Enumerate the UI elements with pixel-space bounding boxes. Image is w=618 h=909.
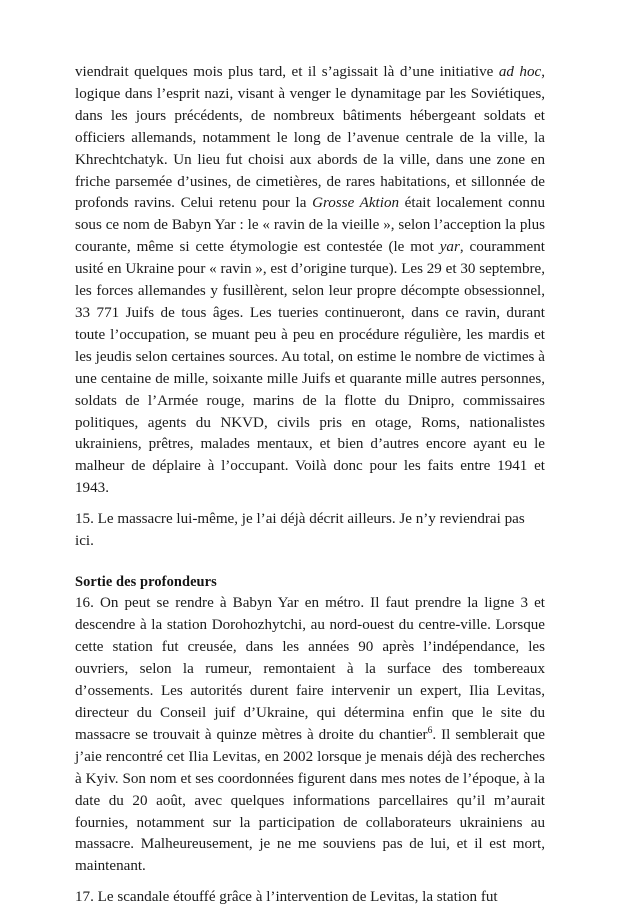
paragraph (75, 593, 545, 878)
text-run: 15. Le massacre lui-même, je l’ai déjà décrit ailleurs. Je n’y reviendrai pas ici. (75, 510, 525, 549)
text-run: était localement connu sous ce nom de Babyn Yar : le « ravin de la vieille », selon l’acception la plus courante, même si cette étymologie est contestée (le mot (75, 195, 546, 256)
text-run: , logique dans l’esprit nazi, visant à venger le dynamitage par les Soviétiques, dans les jours précédents, de nombreux bâtiments hébergeant soldats et officiers allemands, notamment le long de l’avenue centrale de la ville, la Khrechtchatyk. Un lieu fut choisi aux abords de la ville, dans une zone en friche parsemée d’usines, de cimetières, de rares habitations, et sillonnée de profonds ravins. Celui retenu pour la (75, 64, 545, 212)
paragraph (75, 62, 545, 500)
text-run: 16. On peut se rendre à Babyn Yar en métro. Il faut prendre la ligne 3 et descendre à la station Dorohozhytchi, au nord-ouest du centre-ville. Lorsque cette station fut creusée, dans les années 90 après l’indépendance, les ouvriers, selon la rumeur, remontaient à la surface des tombereaux d’ossements. Les autorités durent faire intervenir un expert, Ilia Levitas, directeur du Conseil juif d’Ukraine, qui détermina enfin que le site du massacre se trouvait à quinze mètres à droite du chantier (75, 595, 545, 743)
italic-phrase: Grosse Aktion (312, 195, 400, 212)
italic-phrase: ad hoc (498, 64, 542, 80)
text-run: 17. Le scandale étouffé grâce à l’intervention de Levitas, la station fut (75, 888, 498, 905)
footnote-reference[interactable]: 6 (427, 724, 433, 736)
section-heading: Sortie des profondeurs (75, 574, 217, 591)
paragraph-group-after-heading (75, 593, 545, 908)
text-run: . Il semblerait que j’aie rencontré cet Ilia Levitas, en 2002 lorsque je menais déjà des recherches à Kyiv. Son nom et ses coordonnées figurent dans mes notes de l’époque, à la date du 20 août, avec quelques informations parcellaires qu’il m’aurait fournies, notamment sur la participation de collaborateurs ukrainiens au massacre. Malheureusement, je ne me souviens pas de lui, et il est mort, maintenant. (75, 726, 545, 875)
paragraph (75, 887, 545, 909)
text-column (75, 62, 545, 909)
italic-phrase: yar (439, 239, 460, 256)
text-run: , couramment usité en Ukraine pour « ravin », est d’origine turque). Les 29 et 30 septembre, les forces allemandes y fusillèrent, selon leur propre décompte obsessionnel, 33 771 Juifs de tous âges. Les tueries continueront, dans ce ravin, durant toute l’occupation, se muant peu à peu en procédure régulière, les mardis et les jeudis selon certaines sources. Au total, on estime le nombre de victimes à une centaine de mille, soixante mille Juifs et quarante mille autres personnes, soldats de l’Armée rouge, marins de la flotte du Dnipro, commissaires politiques, agents du NKVD, civils pris en otage, Roms, nationalistes ukrainiens, prêtres, malades mentaux, et bien d’autres encore ayant eu le malheur de déplaire à l’occupant. Voilà donc pour les faits entre 1941 et 1943. (75, 239, 545, 497)
paragraph-group-before-heading (75, 62, 545, 552)
text-run: viendrait quelques mois plus tard, et il s’agissait là d’une initiative (75, 64, 499, 80)
paragraph (75, 509, 545, 553)
